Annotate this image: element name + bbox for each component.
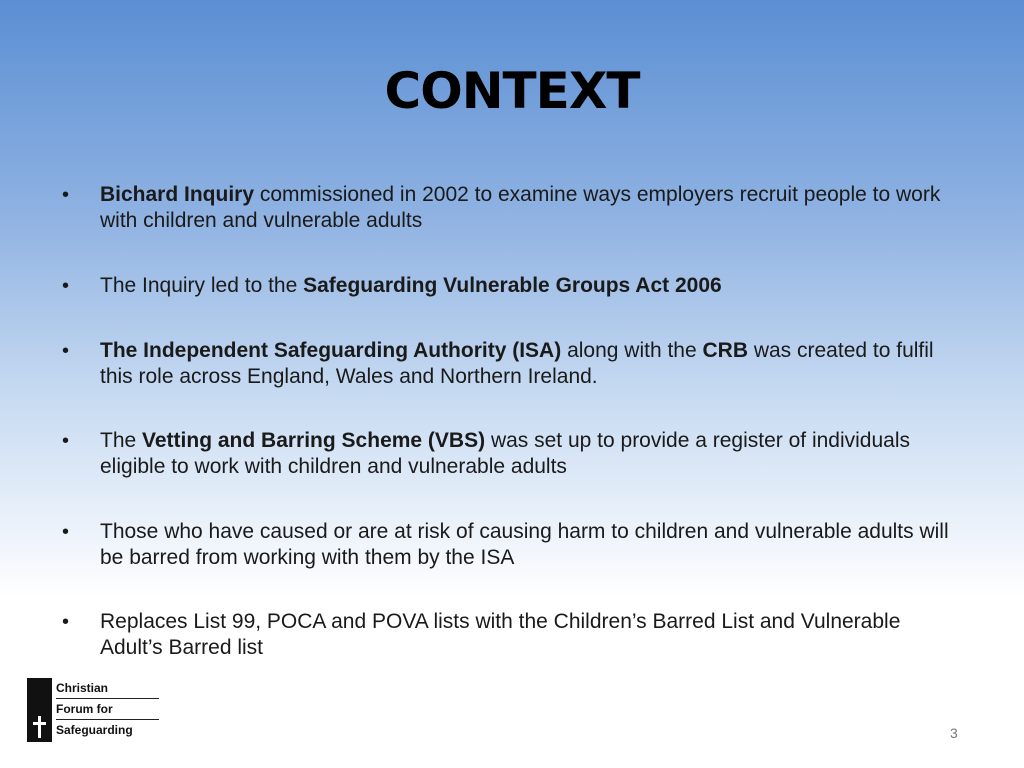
logo-line: Christian <box>56 678 159 699</box>
bullet-text: Those who have caused or are at risk of causing harm to children and vulnerable adults will be barred from working with them by the ISA <box>100 520 949 569</box>
bullet-text: commissioned in 2002 to examine ways employers recruit people to work with children and vulnerable adults <box>100 183 941 232</box>
logo-bar <box>27 678 52 742</box>
bullet-dot: • <box>62 184 70 206</box>
bullet-text: Replaces List 99, POCA and POVA lists with the Children’s Barred List and Vulnerable Adult’s Barred list <box>100 610 901 659</box>
slide-title: CONTEXT <box>384 62 640 120</box>
bullet-dot: • <box>62 275 70 297</box>
bullet-text: The <box>100 429 143 452</box>
bullet-dot: • <box>62 521 70 543</box>
bullet-text: The Inquiry led to the <box>100 274 304 297</box>
bullet-item <box>62 182 962 234</box>
bullet-dot: • <box>62 611 70 633</box>
logo-line: Forum for <box>56 699 159 720</box>
bullet-bold-text: Vetting and Barring Scheme (VBS) <box>142 429 486 452</box>
bullet-text: along with the <box>561 339 703 362</box>
christian-forum-logo <box>27 678 162 742</box>
bullet-item <box>62 273 722 299</box>
bullet-bold-text: Safeguarding Vulnerable Groups Act 2006 <box>303 274 722 297</box>
bullet-bold-text: CRB <box>702 339 748 362</box>
bullet-text: was set up to provide a register of individuals eligible to work with children and vulnerable adults <box>100 429 911 478</box>
logo-line: Safeguarding <box>56 723 133 737</box>
bullet-bold-text: The Independent Safeguarding Authority (ISA) <box>100 339 562 362</box>
bullet-text: was created to fulfil this role across England, Wales and Northern Ireland. <box>100 339 934 388</box>
cross-icon <box>33 716 46 738</box>
page-number: 3 <box>950 725 958 741</box>
bullet-dot: • <box>62 430 70 452</box>
bullet-item <box>62 428 962 480</box>
bullet-item <box>62 519 962 571</box>
bullet-item <box>62 609 962 661</box>
bullet-bold-text: Bichard Inquiry <box>100 183 255 206</box>
logo-text <box>56 678 159 740</box>
bullet-dot: • <box>62 340 70 362</box>
bullet-item <box>62 338 962 390</box>
